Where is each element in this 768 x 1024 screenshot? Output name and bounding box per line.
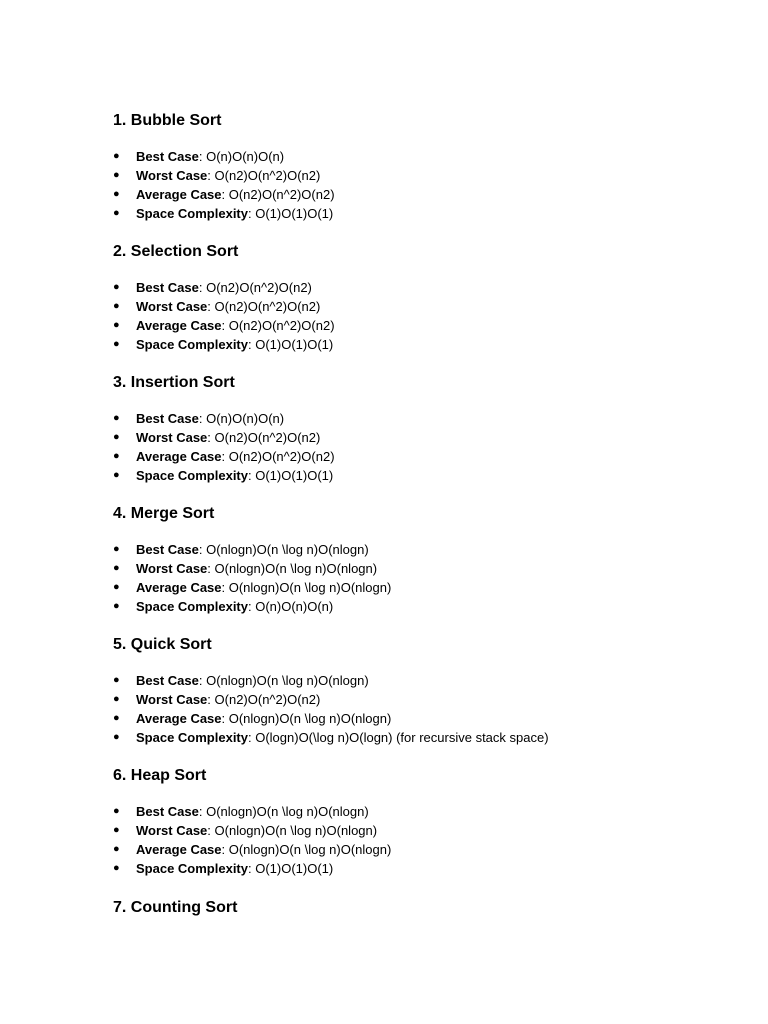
list-item <box>113 166 733 185</box>
bullet-icon: ● <box>113 431 120 443</box>
complexity-list <box>113 409 733 485</box>
section-heading: 5. Quick Sort <box>113 636 212 653</box>
item-label: Average Case <box>136 318 222 333</box>
item-value: : O(nlogn)O(n \log n)O(nlogn) <box>221 711 392 726</box>
list-item <box>113 559 733 578</box>
item-value: : O(nlogn)O(n \log n)O(nlogn) <box>221 842 392 857</box>
bullet-icon: ● <box>113 319 120 331</box>
item-value: : O(n)O(n)O(n) <box>198 411 285 426</box>
section-quick-sort <box>113 635 733 747</box>
bullet-icon: ● <box>113 469 120 481</box>
bullet-icon: ● <box>113 188 120 200</box>
item-value: : O(n2)O(n^2)O(n2) <box>207 168 321 183</box>
list-item <box>113 147 733 166</box>
item-label: Space Complexity <box>136 206 248 221</box>
item-value: : O(n)O(n)O(n) <box>198 149 285 164</box>
item-value: : O(nlogn)O(n \log n)O(nlogn) <box>207 561 378 576</box>
list-item <box>113 840 733 859</box>
section-heap-sort <box>113 766 733 878</box>
list-item <box>113 409 733 428</box>
section-bubble-sort <box>113 111 733 223</box>
item-label: Space Complexity <box>136 861 248 876</box>
item-value: : O(nlogn)O(n \log n)O(nlogn) <box>198 542 369 557</box>
bullet-icon: ● <box>113 693 120 705</box>
section-heading: 1. Bubble Sort <box>113 112 222 129</box>
list-item <box>113 690 733 709</box>
item-value: : O(nlogn)O(n \log n)O(nlogn) <box>207 823 378 838</box>
list-item <box>113 428 733 447</box>
item-label: Worst Case <box>136 430 208 445</box>
section-merge-sort <box>113 504 733 616</box>
bullet-icon: ● <box>113 450 120 462</box>
section-heading: 4. Merge Sort <box>113 505 215 522</box>
item-value: : O(nlogn)O(n \log n)O(nlogn) <box>198 804 369 819</box>
list-item <box>113 316 733 335</box>
bullet-icon: ● <box>113 300 120 312</box>
item-value: : O(n2)O(n^2)O(n2) <box>221 318 335 333</box>
complexity-list <box>113 278 733 354</box>
list-item <box>113 335 733 354</box>
section-heading: 7. Counting Sort <box>113 899 238 916</box>
bullet-icon: ● <box>113 281 120 293</box>
item-value: : O(n2)O(n^2)O(n2) <box>207 692 321 707</box>
item-label: Best Case <box>136 411 199 426</box>
section-heading: 2. Selection Sort <box>113 243 239 260</box>
list-item <box>113 466 733 485</box>
bullet-icon: ● <box>113 338 120 350</box>
item-value: : O(n2)O(n^2)O(n2) <box>221 449 335 464</box>
complexity-list <box>113 802 733 878</box>
item-label: Best Case <box>136 280 199 295</box>
item-label: Worst Case <box>136 168 208 183</box>
item-value: : O(n2)O(n^2)O(n2) <box>207 299 321 314</box>
list-item <box>113 578 733 597</box>
bullet-icon: ● <box>113 412 120 424</box>
section-selection-sort <box>113 242 733 354</box>
item-label: Best Case <box>136 673 199 688</box>
bullet-icon: ● <box>113 824 120 836</box>
list-item <box>113 671 733 690</box>
complexity-list <box>113 147 733 223</box>
bullet-icon: ● <box>113 843 120 855</box>
list-item <box>113 821 733 840</box>
complexity-list <box>113 671 733 747</box>
item-label: Space Complexity <box>136 337 248 352</box>
bullet-icon: ● <box>113 150 120 162</box>
list-item <box>113 278 733 297</box>
bullet-icon: ● <box>113 731 120 743</box>
item-label: Average Case <box>136 187 222 202</box>
list-item <box>113 709 733 728</box>
item-label: Worst Case <box>136 299 208 314</box>
item-label: Best Case <box>136 804 199 819</box>
item-value: : O(n2)O(n^2)O(n2) <box>198 280 312 295</box>
section-heading: 3. Insertion Sort <box>113 374 235 391</box>
bullet-icon: ● <box>113 169 120 181</box>
item-value: : O(1)O(1)O(1) <box>248 861 334 876</box>
item-label: Average Case <box>136 711 222 726</box>
list-item <box>113 540 733 559</box>
list-item <box>113 204 733 223</box>
list-item <box>113 297 733 316</box>
item-value: : O(1)O(1)O(1) <box>248 337 334 352</box>
section-heading: 6. Heap Sort <box>113 767 207 784</box>
item-label: Average Case <box>136 449 222 464</box>
bullet-icon: ● <box>113 562 120 574</box>
bullet-icon: ● <box>113 712 120 724</box>
item-value: : O(n2)O(n^2)O(n2) <box>207 430 321 445</box>
list-item <box>113 597 733 616</box>
item-label: Average Case <box>136 580 222 595</box>
item-label: Worst Case <box>136 561 208 576</box>
item-label: Space Complexity <box>136 599 248 614</box>
bullet-icon: ● <box>113 543 120 555</box>
list-item <box>113 447 733 466</box>
item-value: : O(logn)O(\log n)O(logn) (for recursive stack space) <box>248 730 549 745</box>
item-label: Worst Case <box>136 692 208 707</box>
item-label: Space Complexity <box>136 730 248 745</box>
bullet-icon: ● <box>113 862 120 874</box>
item-label: Worst Case <box>136 823 208 838</box>
bullet-icon: ● <box>113 805 120 817</box>
item-label: Best Case <box>136 542 199 557</box>
list-item <box>113 802 733 821</box>
item-value: : O(nlogn)O(n \log n)O(nlogn) <box>221 580 392 595</box>
bullet-icon: ● <box>113 581 120 593</box>
bullet-icon: ● <box>113 674 120 686</box>
bullet-icon: ● <box>113 600 120 612</box>
list-item <box>113 185 733 204</box>
section-counting-sort <box>113 898 733 918</box>
list-item <box>113 728 733 747</box>
item-value: : O(n2)O(n^2)O(n2) <box>221 187 335 202</box>
list-item <box>113 859 733 878</box>
item-value: : O(1)O(1)O(1) <box>248 468 334 483</box>
item-label: Average Case <box>136 842 222 857</box>
complexity-list <box>113 540 733 616</box>
item-value: : O(1)O(1)O(1) <box>248 206 334 221</box>
item-label: Best Case <box>136 149 199 164</box>
section-insertion-sort <box>113 373 733 485</box>
bullet-icon: ● <box>113 207 120 219</box>
item-value: : O(n)O(n)O(n) <box>248 599 334 614</box>
item-value: : O(nlogn)O(n \log n)O(nlogn) <box>198 673 369 688</box>
item-label: Space Complexity <box>136 468 248 483</box>
